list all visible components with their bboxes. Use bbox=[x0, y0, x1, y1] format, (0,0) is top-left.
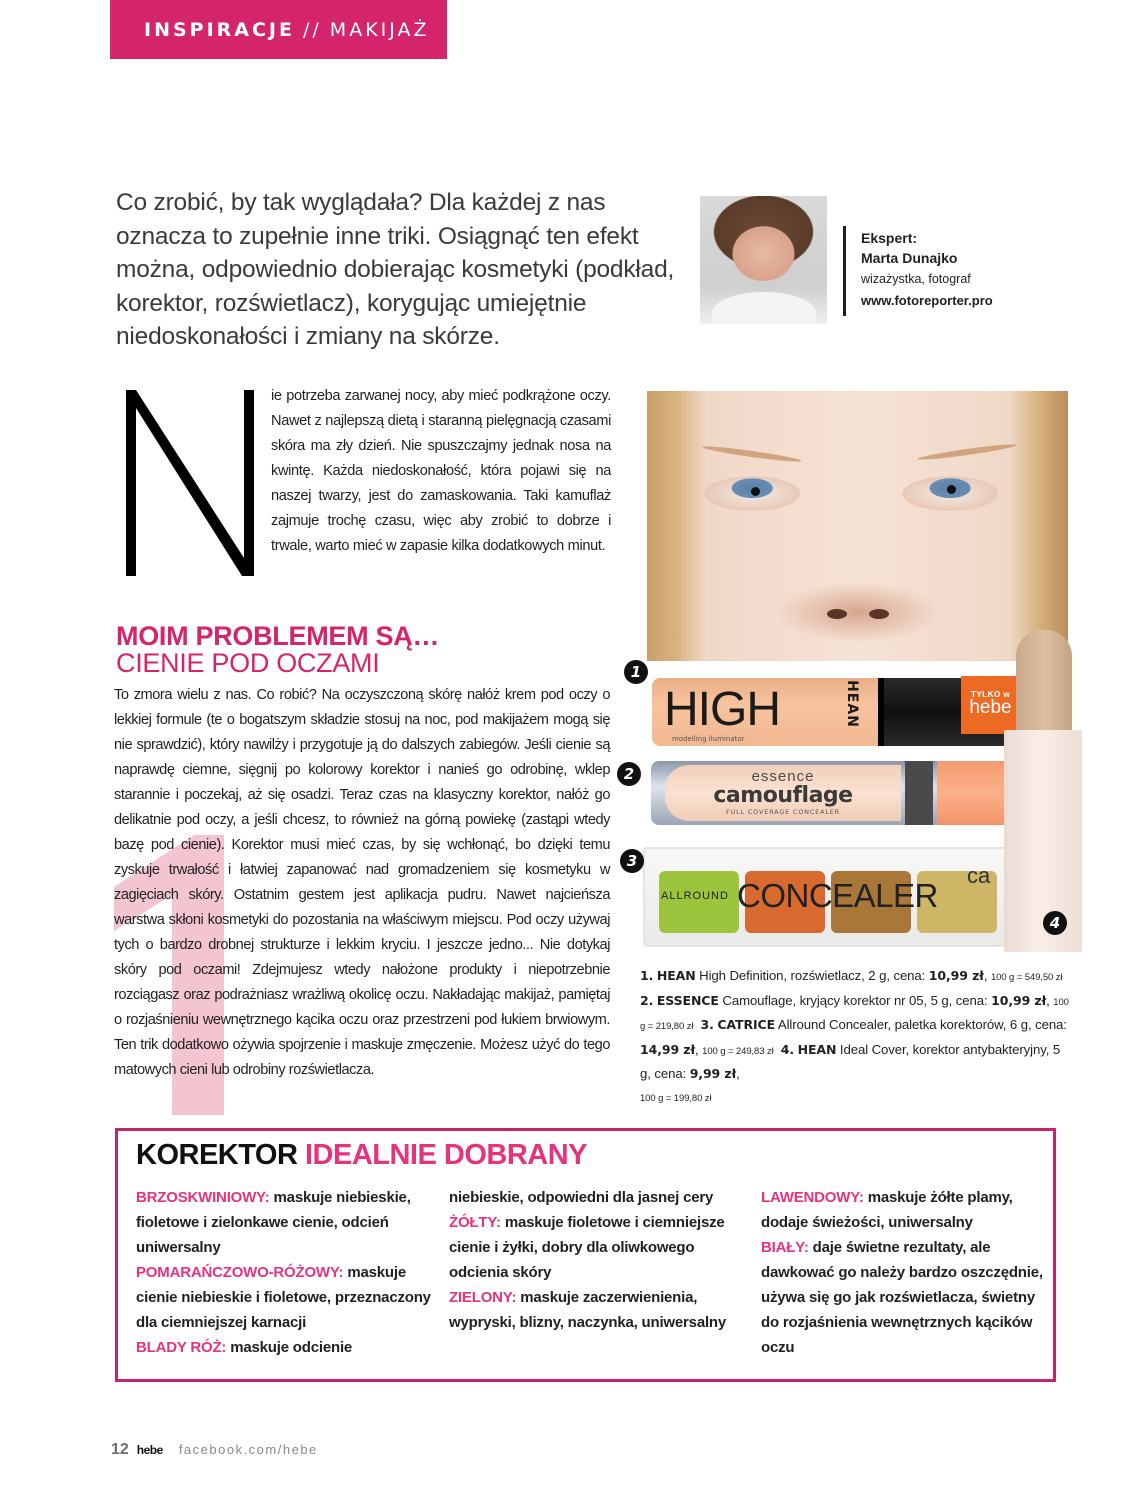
box-column-1 bbox=[136, 1185, 436, 1360]
color-desc: maskuje fioletowe i ciemniejsze cienie i żyłki, dobry dla oliwkowego odcienia skóry bbox=[449, 1214, 725, 1281]
caption-number: 1. bbox=[640, 968, 654, 983]
caption-number: 3. bbox=[700, 1017, 714, 1032]
color-term: LAWENDOWY: bbox=[761, 1189, 864, 1206]
caption-unit-price: 100 g = 549,50 zł bbox=[990, 972, 1063, 983]
expert-portrait bbox=[700, 196, 827, 324]
color-desc: maskuje cienie niebieskie i fioletowe, przeznaczony dla ciemniejszej karnacji bbox=[136, 1264, 431, 1331]
box-title-dark: KOREKTOR bbox=[136, 1139, 298, 1171]
caption-brand: ESSENCE bbox=[656, 992, 719, 1008]
section-separator: // bbox=[302, 18, 322, 41]
caption-unit-price: 100 g = 219,80 zł bbox=[640, 996, 1069, 1032]
product-label: ALLROUND bbox=[661, 890, 729, 902]
caption-brand: HEAN bbox=[656, 968, 696, 983]
product-captions: 1. HEAN High Definition, rozświetlacz, 2 g, cena: 10,99 zł, 100 g = 549,50 zł 2. ESSENCE Camouflage, kryjący korektor nr 05, 5 g, cena: 10,99 zł, 100 g = 219,80 zł 3. CATRICE Allround Concealer, paletka korektorów, 6 g, cena: 14,99 zł, 100 g = 249,83 zł 4. HEAN Ideal Cover, korektor antybakteryjny, 5 g, cena: 9,99 zł, 100 g = 199,80 zł bbox=[640, 968, 1069, 1104]
exclusive-line2: hebe bbox=[969, 697, 1012, 718]
expert-divider bbox=[843, 226, 846, 316]
product-name: CONCEALER bbox=[737, 877, 938, 914]
box-title-pink: IDEALNIE DOBRANY bbox=[304, 1139, 587, 1171]
box-title bbox=[136, 1139, 587, 1172]
product-brand: ca bbox=[967, 863, 991, 888]
product-subtitle: FULL COVERAGE CONCEALER bbox=[726, 808, 840, 816]
exclusive-line1: TYLKO w bbox=[970, 689, 1011, 699]
caption-price: 10,99 zł bbox=[928, 968, 984, 983]
expert-info bbox=[861, 228, 993, 311]
caption-desc: Camouflage, kryjący korektor nr 05, 5 g, cena: bbox=[722, 992, 988, 1008]
box-column-2 bbox=[449, 1185, 747, 1335]
color-desc: niebieskie, odpowiedni dla jasnej cery bbox=[449, 1189, 714, 1206]
caption-desc: Allround Concealer, paletka korektorów, 6 g, cena: bbox=[777, 1017, 1067, 1032]
product-brand: HEAN bbox=[843, 680, 860, 728]
product-subtitle: modelling iluminator bbox=[672, 735, 745, 743]
caption-number: 4. bbox=[780, 1041, 795, 1057]
product-number-badge: 3 bbox=[620, 849, 644, 873]
product-essence-camouflage bbox=[651, 761, 1011, 825]
caption-price: 14,99 zł bbox=[640, 1041, 696, 1057]
color-desc: maskuje odcienie bbox=[230, 1339, 353, 1356]
caption-number: 2. bbox=[640, 992, 654, 1008]
product-brand: essence bbox=[751, 768, 815, 785]
expert-role: wizażystka, fotograf bbox=[861, 272, 971, 286]
hebe-logo: hebe bbox=[136, 1443, 163, 1457]
caption-unit-price: 100 g = 199,80 zł bbox=[640, 1092, 712, 1104]
color-term: BIAŁY: bbox=[761, 1239, 809, 1256]
color-desc: maskuje żółte plamy, dodaje świeżości, uniwersalny bbox=[761, 1189, 1013, 1231]
facebook-link[interactable]: facebook.com/hebe bbox=[178, 1442, 318, 1457]
product-number-badge: 4 bbox=[1043, 911, 1067, 935]
product-label: HIGH bbox=[664, 683, 780, 736]
section-body: To zmora wielu z nas. Co robić? Na oczyszczoną skórę nałóż krem pod oczy o lekkiej formule (te o bogatszym składzie stosuj na noc, pod makijażem mogą się nie sprawdzić), który nawilży i przygotuje ją do dalszych zabiegów. Jeśli cienie są naprawdę ciemne, sięgnij po kolorowy korektor i nanieś go odrobinę, wklep starannie i poczekaj, aż się osadzi. Teraz czas na klasyczny korektor, nałóż go delikatnie pod oczy, a jeśli chcesz, to również na górną powiekę (zastąpi wtedy bazę pod cienie). Korektor musi mieć czas, by się wchłonąć, bo dzięki temu zyskuje trwałość i łatwiej zapanować nad gromadzeniem się kosmetyku w zagięciach skóry. Ostatnim gestem jest aplikacja pudru. Nawet najcieńsza warstwa skłoni kosmetyki do pozostania na właściwym miejscu. Pod oczy używaj tych o bardzo drobnej strukturze i lekkim kryciu. I jeszcze jedno... Nie dotykaj skóry pod oczami! Zdejmujesz wtedy nałożone produkty i niepotrzebnie rozciągasz oraz podrażniasz wrażliwą okolicę oczu. Nakładając makijaż, pamiętaj o rozjaśnieniu wewnętrznego kącika oczu oraz przestrzeni pod łukiem brwiowym. Ten trik dodatkowo ożywia spojrzenie i maskuje zmęczenie. Możesz użyć do tego matowych cieni lub odrobiny rozświetlacza. bbox=[114, 687, 610, 1078]
section-heading bbox=[116, 623, 439, 677]
concealer-guide-box bbox=[115, 1128, 1056, 1382]
caption-price: 10,99 zł bbox=[991, 992, 1047, 1008]
color-desc: maskuje niebieskie, fioletowe i zielonkawe cienie, odcień uniwersalny bbox=[136, 1189, 411, 1256]
color-term: POMARAŃCZOWO-RÓŻOWY: bbox=[136, 1264, 344, 1281]
product-hean-ideal-cover bbox=[1004, 630, 1082, 952]
caption-unit-price: 100 g = 249,83 zł bbox=[702, 1045, 774, 1057]
section-header-tab bbox=[110, 0, 447, 59]
expert-label: Ekspert: bbox=[861, 230, 918, 246]
model-face-photo bbox=[647, 391, 1068, 661]
page-footer bbox=[111, 1441, 318, 1459]
color-term: ZIELONY: bbox=[449, 1289, 517, 1306]
expert-url-link[interactable]: www.fotoreporter.pro bbox=[861, 293, 993, 308]
caption-desc: Ideal Cover, korektor antybakteryjny, 5 g, cena: bbox=[640, 1041, 1061, 1081]
section-label: INSPIRACJE bbox=[144, 18, 295, 41]
color-term: ŻÓŁTY: bbox=[449, 1214, 501, 1231]
caption-desc: High Definition, rozświetlacz, 2 g, cena: bbox=[699, 968, 926, 983]
color-term: BLADY RÓŻ: bbox=[136, 1339, 227, 1356]
caption-brand: CATRICE bbox=[717, 1017, 776, 1032]
product-name: camouflage bbox=[713, 783, 853, 808]
color-desc: maskuje zaczerwienienia, wypryski, blizny, naczynka, uniwersalny bbox=[449, 1289, 727, 1331]
caption-price: 9,99 zł bbox=[689, 1066, 737, 1081]
caption-brand: HEAN bbox=[797, 1041, 837, 1057]
lead-paragraph: Co zrobić, by tak wyglądała? Dla każdej z nas oznacza to zupełnie inne triki. Osiągnąć ten efekt można, odpowiednio dobierając kosmetyki (podkład, korektor, rozświetlacz), korygując umiejętnie niedoskonałości i zmiany na skórze. bbox=[116, 189, 675, 350]
expert-name: Marta Dunajko bbox=[861, 250, 958, 266]
subsection-label: MAKIJAŻ bbox=[329, 18, 430, 41]
color-desc: daje świetne rezultaty, ale dawkować go należy bardzo oszczędnie, używa się go jak rozświetlacza, świetny do rozjaśnienia wewnętrznych kącików oczu bbox=[761, 1239, 1043, 1356]
section-heading-line2: CIENIE POD OCZAMI bbox=[116, 648, 380, 678]
intro-paragraph: ie potrzeba zarwanej nocy, aby mieć podkrążone oczy. Nawet z najlepszą dietą i staranną pielęgnacją czasami skóra ma zły dzień. Nie spuszczajmy jednak nosa na kwintę. Każda niedoskonałość, która pojawi się na naszej twarzy, jest do zamaskowania. Taki kamuflaż zajmuje trochę czasu, więc aby zrobić to dobrze i trwale, warto mieć w zapasie kilka dodatkowych minut. bbox=[271, 388, 611, 554]
color-term: BRZOSKWINIOWY: bbox=[136, 1189, 270, 1206]
box-column-3 bbox=[761, 1185, 1051, 1360]
product-number-badge: 1 bbox=[624, 660, 648, 684]
product-number-badge: 2 bbox=[617, 762, 641, 786]
dropcap-n bbox=[120, 390, 260, 576]
section-heading-line1: MOIM PROBLEMEM SĄ… bbox=[116, 621, 440, 651]
page-number: 12 bbox=[111, 1441, 129, 1458]
